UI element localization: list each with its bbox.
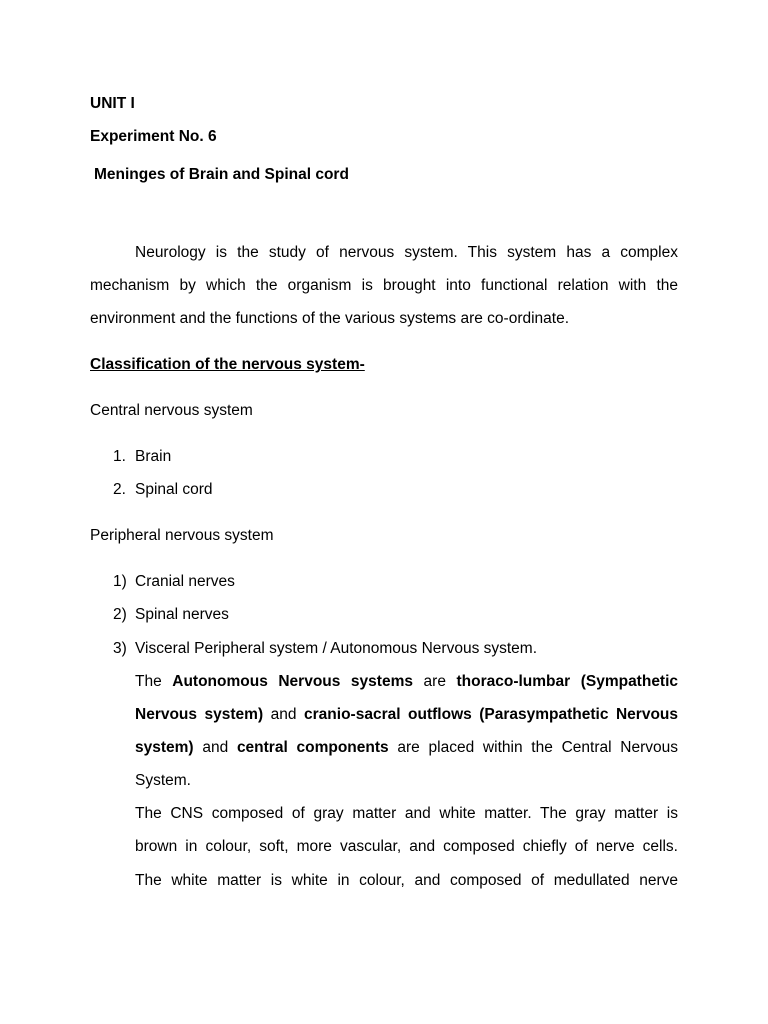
- cns-item-2-label: Spinal cord: [135, 481, 213, 498]
- ans-bold-term: system): [135, 739, 194, 756]
- ans-bold-term: central components: [236, 739, 389, 756]
- ans-text: are placed within the Central Nervous: [397, 739, 678, 756]
- ans-paragraph-line-2: [135, 705, 678, 725]
- unit-heading: UNIT I: [90, 95, 135, 112]
- pns-item-1-label: Cranial nerves: [135, 573, 235, 590]
- intro-line-2: mechanism by which the organism is brought into functional relation with the: [90, 277, 678, 294]
- cns-paragraph-line-3: The white matter is white in colour, and composed of medullated nerve: [135, 872, 678, 889]
- classification-heading: Classification of the nervous system-: [90, 356, 365, 373]
- ans-bold-term: Nervous system): [135, 706, 264, 723]
- cns-item-2-marker: 2.: [113, 481, 126, 498]
- cns-heading: Central nervous system: [90, 402, 253, 419]
- experiment-heading: Experiment No. 6: [90, 128, 217, 145]
- cns-item-1-label: Brain: [135, 448, 172, 465]
- pns-item-2-label: Spinal nerves: [135, 606, 229, 623]
- pns-item-3-label: Visceral Peripheral system / Autonomous Nervous system.: [135, 640, 538, 657]
- ans-paragraph-line-4: System.: [135, 772, 191, 789]
- ans-paragraph-line-1: [135, 672, 678, 692]
- cns-paragraph-line-1: The CNS composed of gray matter and white matter. The gray matter is: [135, 805, 678, 822]
- intro-line-3: environment and the functions of the various systems are co-ordinate.: [90, 310, 570, 327]
- ans-text: and: [202, 739, 229, 756]
- ans-bold-term: thoraco-lumbar (Sympathetic: [456, 673, 679, 690]
- ans-text: are: [423, 673, 446, 690]
- cns-item-1-marker: 1.: [113, 448, 126, 465]
- ans-bold-term: Autonomous Nervous systems: [172, 673, 413, 690]
- cns-paragraph-line-2: brown in colour, soft, more vascular, and composed chiefly of nerve cells.: [135, 838, 678, 855]
- pns-item-3-marker: 3): [113, 640, 127, 657]
- ans-paragraph-line-3: [135, 738, 678, 758]
- intro-line-1: Neurology is the study of nervous system. This system has a complex: [135, 244, 678, 261]
- ans-bold-term: cranio-sacral outflows (Parasympathetic Nervous: [304, 706, 679, 723]
- pns-heading: Peripheral nervous system: [90, 527, 274, 544]
- ans-text: and: [270, 706, 297, 723]
- document-title: Meninges of Brain and Spinal cord: [94, 166, 349, 183]
- ans-text: The: [135, 673, 162, 690]
- pns-item-2-marker: 2): [113, 606, 127, 623]
- pns-item-1-marker: 1): [113, 573, 127, 590]
